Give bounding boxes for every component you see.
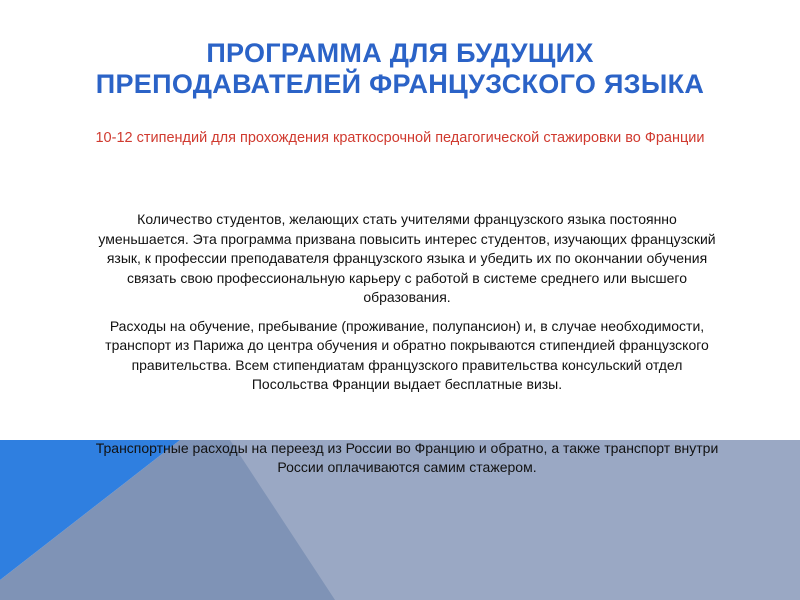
paragraph-program-purpose: Количество студентов, желающих стать учителями французского языка постоянно уменьшается. Эта программа призвана повысить интерес студентов, изучающих французский язык, к профессии преподавателя французского языка и убедить их по окончании обучения связать свою профессиональную карьеру с работой в системе среднего или высшего образования.: [98, 211, 716, 305]
paragraph-scholarship-coverage: Расходы на обучение, пребывание (проживание, полупансион) и, в случае необходимости, транспорт из Парижа до центра обучения и обратно покрываются стипендией французского правительства. Всем стипендиатам французского правительства консульский отдел Посольства Франции выдает бесплатные визы.: [105, 317, 709, 392]
slide-subtitle: 10-12 стипендий для прохождения краткосрочной педагогической стажировки во Франции: [95, 130, 705, 146]
slide-body: [92, 210, 722, 487]
slide-title: [0, 38, 800, 100]
title-line-2: ПРЕПОДАВАТЕЛЕЙ ФРАНЦУЗСКОГО ЯЗЫКА: [95, 69, 705, 99]
paragraph-transport-costs: Транспортные расходы на переезд из России во Францию и обратно, а также транспорт внутри России оплачиваются самим стажером.: [95, 439, 719, 475]
title-line-1: ПРОГРАММА ДЛЯ БУДУЩИХ: [206, 38, 594, 68]
